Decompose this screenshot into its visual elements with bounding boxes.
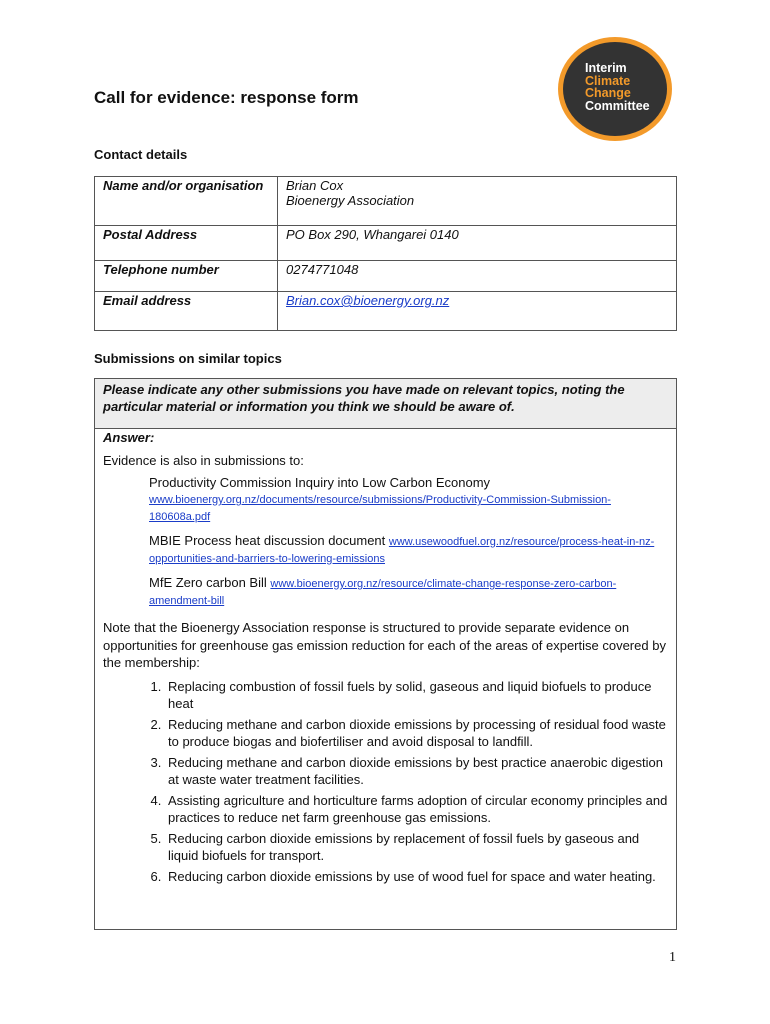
reference-item: [149, 575, 668, 609]
table-row: [95, 292, 677, 331]
email-label: Email address: [95, 292, 278, 331]
page-number: 1: [669, 950, 676, 965]
email-cell: [278, 292, 677, 331]
expertise-list: [103, 678, 668, 886]
page-title: Call for evidence: response form: [94, 88, 359, 107]
submissions-box: [94, 378, 677, 930]
answer-label: Answer:: [103, 430, 155, 445]
logo-line: Climate: [585, 73, 631, 88]
list-item: 5. Reducing carbon dioxide emissions by replacement of fossil fuels by gaseous and liquid biofuels for transport.: [165, 830, 668, 865]
answer-intro: Evidence is also in submissions to:: [103, 453, 304, 468]
answer-note: Note that the Bioenergy Association response is structured to provide separate evidence on opportunities for greenhouse gas emission reduction for each of the areas of expertise covered by the membership:: [103, 620, 666, 670]
organisation-value-line: Bioenergy Association: [286, 193, 415, 208]
list-item: 2. Reducing methane and carbon dioxide emissions by processing of residual food waste to produce biogas and biofertiliser and avoid disposal to landfill.: [165, 716, 668, 751]
logo-line: Committee: [585, 98, 650, 113]
email-link[interactable]: Brian.cox@bioenergy.org.nz: [286, 293, 450, 308]
reference-title: MfE Zero carbon Bill: [149, 575, 267, 590]
logo-line: Change: [585, 86, 631, 100]
question-prompt: Please indicate any other submissions you have made on relevant topics, noting the particular material or information you think we should be aware of.: [95, 379, 676, 429]
reference-link[interactable]: www.usewoodfuel.org.nz/resource/process-heat-in-nz-opportunities-and-barriers-to-lowering-emissions: [149, 536, 655, 565]
name-label: Name and/or organisation: [95, 177, 278, 226]
table-row: [95, 177, 677, 226]
reference-item: [149, 533, 668, 567]
list-item: 3. Reducing methane and carbon dioxide emissions by best practice anaerobic digestion at waste water treatment facilities.: [165, 754, 668, 789]
reference-title: Productivity Commission Inquiry into Low Carbon Economy: [149, 475, 491, 490]
phone-value: 0274771048: [278, 261, 677, 292]
reference-link[interactable]: www.bioenergy.org.nz/documents/resource/submissions/Productivity-Commission-Submission-180608a.pdf: [149, 494, 611, 523]
postal-label: Postal Address: [95, 226, 278, 261]
contact-heading: Contact details: [94, 147, 188, 162]
table-row: [95, 261, 677, 292]
logo-line: Interim: [585, 61, 627, 75]
name-value: [278, 177, 677, 226]
postal-value: PO Box 290, Whangarei 0140: [278, 226, 677, 261]
phone-label: Telephone number: [95, 261, 278, 292]
contact-table: [94, 176, 677, 331]
reference-link[interactable]: www.bioenergy.org.nz/resource/climate-change-response-zero-carbon-amendment-bill: [149, 578, 617, 607]
table-row: [95, 226, 677, 261]
reference-item: [149, 475, 668, 525]
submissions-heading: Submissions on similar topics: [94, 351, 282, 366]
name-value-line: Brian Cox: [286, 178, 344, 193]
committee-logo: [563, 42, 667, 136]
answer-area: [95, 429, 676, 885]
list-item: 4. Assisting agriculture and horticulture farms adoption of circular economy principles and practices to reduce net farm greenhouse gas emissions.: [165, 792, 668, 827]
list-item: 1. Replacing combustion of fossil fuels by solid, gaseous and liquid biofuels to produce heat: [165, 678, 668, 713]
list-item: 6. Reducing carbon dioxide emissions by use of wood fuel for space and water heating.: [165, 868, 668, 886]
reference-title: MBIE Process heat discussion document: [149, 533, 386, 548]
